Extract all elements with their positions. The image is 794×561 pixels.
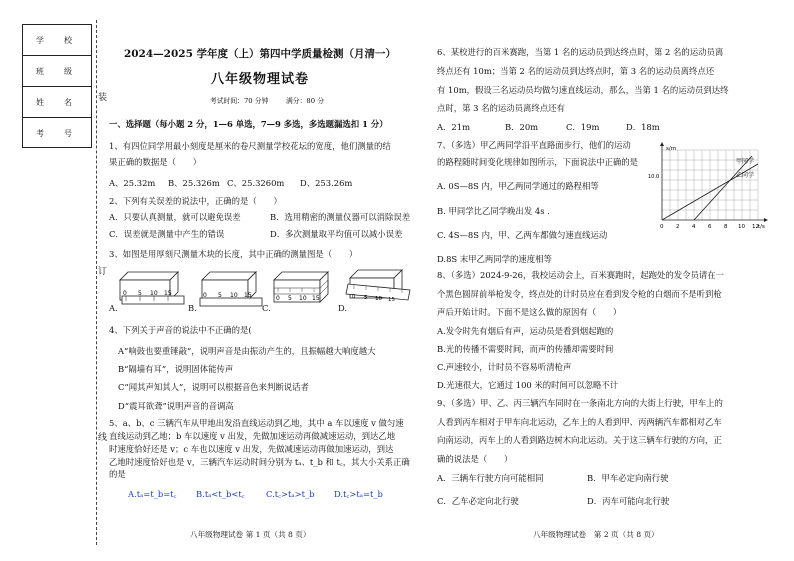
q7-y-tick: 10.0	[648, 174, 660, 180]
q5-line-1: 5、a、b、c 三辆汽车从甲地出发沿直线运动到乙地，其中 a 车以速度 v 做匀速	[109, 418, 404, 428]
q6-line-1: 6、某校进行的百米赛跑，当第 1 名的运动员到达终点时，第 2 名的运动员离	[437, 47, 724, 57]
info-exam-number: 考 号	[36, 129, 78, 138]
q3-a-tick-15: 15	[164, 290, 172, 297]
q3-figure-c	[272, 266, 338, 308]
q7-option-d: D.8S 末甲乙两同学的速度相等	[437, 254, 552, 264]
q3-label-b: B.	[188, 303, 197, 313]
q3-stem: 3、如图是用厚刻尺测量木块的长度，其中正确的测量图是（ ）	[109, 249, 358, 259]
q5-line-2: 直线运动到乙地；b 车以速度 v 出发，先做加速运动再做减速运动，到达乙地	[109, 431, 396, 441]
q3-b-tick-15: 15	[244, 292, 252, 299]
q7-x-tick-10: 10	[738, 224, 745, 230]
q4-option-d: D“震耳欲聋”说明声音的音调高	[118, 401, 234, 411]
q4-option-c: C“闻其声知其人”，说明可以根据音色来判断说话者	[118, 382, 309, 392]
q1-option-b: B、25.326m	[168, 178, 220, 188]
q9-line-2: 人看到丙车相对于甲车向北运动，乙车上的人看到甲、丙两辆汽车都相对乙车	[437, 417, 722, 427]
q3-d-tick-15: 15	[388, 297, 395, 303]
seal-char-ding: 订	[98, 267, 108, 277]
q7-x-tick-12: 12	[752, 224, 759, 230]
info-school: 学 校	[23, 25, 91, 56]
q3-label-d: D.	[338, 303, 348, 313]
info-class: 班 级	[23, 56, 91, 87]
q6-option-c: C．19m	[566, 122, 600, 132]
q2-option-a: A．只要认真测量，就可以避免误差	[109, 212, 241, 222]
q1-option-a: A、25.32m	[109, 178, 156, 188]
q8-line-1: 8、（多选）2024-9-26，我校运动会上，百米赛跑时，起跑处的发令员请在一	[437, 270, 724, 280]
q3-label-c: C.	[262, 303, 271, 313]
q7-x-tick-8: 8	[724, 224, 728, 230]
q3-b-tick-10: 10	[230, 292, 238, 299]
exam-score: 满分：80 分	[286, 97, 324, 105]
q6-line-4: 点时，第 3 名的运动员离终点还有	[437, 103, 565, 113]
q3-b-tick-5: 5	[218, 292, 222, 299]
q3-b-tick-0: 0	[203, 292, 207, 299]
q7-ylabel: s/m	[666, 146, 677, 152]
q3-d-tick-0: 0	[352, 294, 356, 300]
q1-option-d: D、253.26m	[300, 178, 353, 188]
q6-line-3: 有 10m，假设三名运动员均做匀速直线运动，那么，当第 1 名的运动员到达终	[437, 85, 729, 95]
exam-title: 2024—2025 学年度（上）第四中学质量检测（月清一）	[123, 48, 397, 60]
info-name: 姓 名	[23, 87, 91, 118]
q8-line-3: 声后开始计时。下面不是这么做的原因有（ ）	[437, 307, 622, 317]
q2-option-d: D．多次测量取平均值可以减小误差	[270, 229, 403, 239]
q1-option-c: C、25.3260m	[227, 178, 285, 188]
q9-line-3: 向南运动，丙车上的人看到路边树木向北运动。关于这三辆车行驶的方向，正	[437, 435, 722, 445]
student-info-table	[22, 24, 92, 148]
q7-line-2: 的路程随时间变化规律如图所示，下面说法中正确的是	[437, 157, 638, 167]
q3-c-tick-10: 10	[299, 295, 307, 302]
q6-line-2: 终点还有 10m；当第 2 名的运动员到达终点时，第 3 名的运动员离终点还	[437, 66, 715, 76]
q7-line-1: 7、（多选）甲乙两同学沿平直路面步行，他们的运动	[437, 140, 631, 150]
q3-a-tick-0: 0	[123, 290, 127, 297]
q7-x-tick-2: 2	[676, 224, 680, 230]
seal-char-zhuang: 装	[98, 93, 108, 103]
q7-x-tick-4: 4	[692, 224, 696, 230]
q3-a-tick-5: 5	[138, 290, 142, 297]
seal-char-xian: 线	[98, 433, 108, 443]
section-1-heading: 一、选择题（每小题 2 分，1—6 单选，7—9 多选，多选题漏选扣 1 分）	[109, 119, 388, 129]
q7-xlabel: t/s	[758, 224, 765, 230]
q3-c-tick-5: 5	[288, 295, 292, 302]
q9-option-d: D．丙车可能向北行驶	[587, 496, 670, 506]
q3-figure-b	[198, 266, 264, 308]
q4-option-a: A“响鼓也要重锤敲”，说明声音是由振动产生的，且振幅越大响度越大	[118, 346, 376, 356]
q3-figure-d	[348, 264, 414, 308]
q7-option-c: C. 4S—8S 内，甲、乙两车都做匀速直线运动	[437, 230, 608, 240]
q6-option-a: A．21m	[437, 122, 471, 132]
q2-option-c: C．误差就是测量中产生的错误	[109, 229, 225, 239]
q8-option-b: B.光的传播不需要时间，而声的传播却需要时间	[437, 344, 614, 354]
q5-line-3: 时速度恰好还是 v；c 车也以速度 v 出发，先做减速运动再做加速运动，到达	[109, 444, 394, 454]
q3-d-tick-5: 5	[364, 295, 368, 301]
q7-x-tick-6: 6	[708, 224, 712, 230]
exam-time: 考试时间：70 分钟	[210, 97, 269, 105]
binding-line	[96, 20, 97, 545]
q7-label-yi: 乙同学	[736, 172, 755, 179]
q6-option-b: B．20m	[505, 122, 539, 132]
q9-option-a: A．三辆车行驶方向可能相同	[437, 473, 544, 483]
exam-subject: 八年级物理试卷	[210, 72, 309, 87]
q3-figure-a	[120, 266, 186, 308]
q7-option-a: A. 0S—8S 内，甲乙两同学通过的路程相等	[437, 181, 599, 191]
q5-option-c: C.t꜀>tₐ>t_b	[266, 489, 315, 499]
q5-option-a: A.tₐ=t_b=t꜀	[128, 489, 177, 499]
q7-option-b: B. 甲同学比乙同学晚出发 4s ．	[437, 206, 556, 216]
q5-line-4: 乙地时速度恰好也是 v，三辆汽车运动时间分别为 tₐ、t_b 和 t꜀，其大小关系正确	[109, 457, 410, 467]
footer-page-2: 八年级物理试卷 第 2 页（共 8 页）	[533, 530, 659, 539]
q4-stem: 4、下列关于声音的说法中不正确的是(	[109, 325, 252, 335]
q3-c-tick-0: 0	[276, 295, 280, 302]
q2-stem: 2、下列有关误差的说法中，正确的是（ ）	[109, 196, 282, 206]
q7-distance-time-graph	[648, 142, 774, 230]
q7-line-jia	[694, 156, 755, 220]
q5-line-5: 的是	[109, 469, 126, 479]
q5-option-b: B.tₐ<t_b<t꜀	[196, 489, 245, 499]
q3-d-tick-10: 10	[375, 296, 382, 302]
q9-option-b: B．甲车必定向南行驶	[587, 473, 669, 483]
q8-line-2: 个黑色圆屏前举枪发令，终点处的计时员应在看到发令枪的白烟而不是听到枪	[437, 289, 722, 299]
q3-label-a: A.	[109, 303, 118, 313]
q8-option-d: D.光速很大，它通过 100 米的时间可以忽略不计	[437, 380, 619, 390]
q1-line-1: 1、有四位同学用最小刻度是厘米的卷尺测量学校花坛的宽度，他们测量的结	[109, 141, 391, 151]
q7-x-tick-0: 0	[660, 224, 664, 230]
q2-option-b: B．选用精密的测量仪器可以消除误差	[270, 212, 411, 222]
q8-option-c: C.声速较小，计时员不容易听清枪声	[437, 362, 572, 372]
q9-option-c: C．乙车必定向北行驶	[437, 496, 519, 506]
q6-option-d: D．18m	[626, 122, 660, 132]
footer-page-1: 八年级物理试卷 第 1 页（共 8 页）	[190, 530, 311, 539]
q1-line-2: 果正确的数据是（ ）	[109, 157, 202, 167]
q9-line-4: 确的说法是（ ）	[437, 454, 513, 464]
q9-line-1: 9、（多选）甲、乙、丙三辆汽车同时在一条南北方向的大街上行驶，甲车上的	[437, 398, 723, 408]
q8-option-a: A.发令时先有烟后有声，运动员是看到烟起跑的	[437, 326, 614, 336]
q3-a-tick-10: 10	[150, 290, 158, 297]
q5-option-d: D.t꜀>tₐ=t_b	[334, 489, 383, 499]
q3-c-tick-15: 15	[312, 295, 320, 302]
q7-label-jia: 甲同学	[736, 158, 755, 165]
q4-option-b: B“隔墙有耳”，说明固体能传声	[118, 364, 234, 374]
